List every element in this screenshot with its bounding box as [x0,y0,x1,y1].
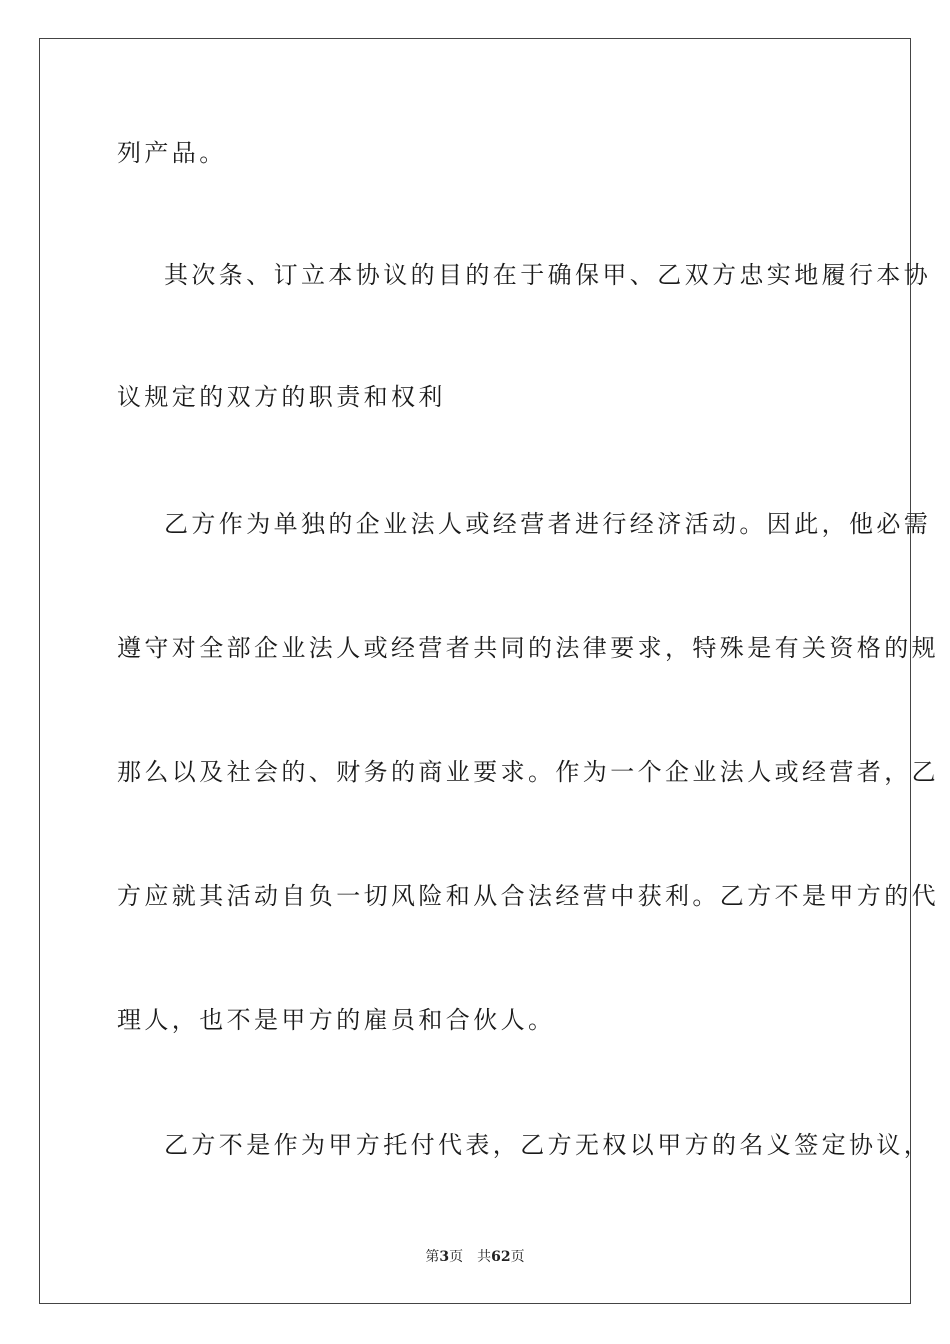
page-footer [0,1248,950,1266]
paragraph-line-2: 其次条、订立本协议的目的在于确保甲、乙双方忠实地履行本协 [164,261,932,289]
paragraph-line-5: 遵守对全部企业法人或经营者共同的法律要求，特殊是有关资格的规 [117,634,939,662]
current-page-number: 3 [439,1249,450,1265]
paragraph-line-3: 议规定的双方的职责和权利 [117,383,446,411]
total-prefix: 共 [477,1249,492,1265]
paragraph-line-4: 乙方作为单独的企业法人或经营者进行经济活动。因此，他必需 [164,510,932,538]
page-suffix: 页 [449,1249,464,1265]
paragraph-line-8: 理人，也不是甲方的雇员和合伙人。 [117,1006,556,1034]
total-page-count: 62 [491,1249,511,1265]
page-prefix: 第 [425,1249,440,1265]
paragraph-line-9: 乙方不是作为甲方托付代表，乙方无权以甲方的名义签定协议， [164,1131,932,1159]
paragraph-line-1: 列产品。 [117,139,227,167]
page-border [39,38,939,1304]
paragraph-line-6: 那么以及社会的、财务的商业要求。作为一个企业法人或经营者，乙 [117,758,939,786]
total-suffix: 页 [510,1249,525,1265]
paragraph-line-7: 方应就其活动自负一切风险和从合法经营中获利。乙方不是甲方的代 [117,882,939,910]
